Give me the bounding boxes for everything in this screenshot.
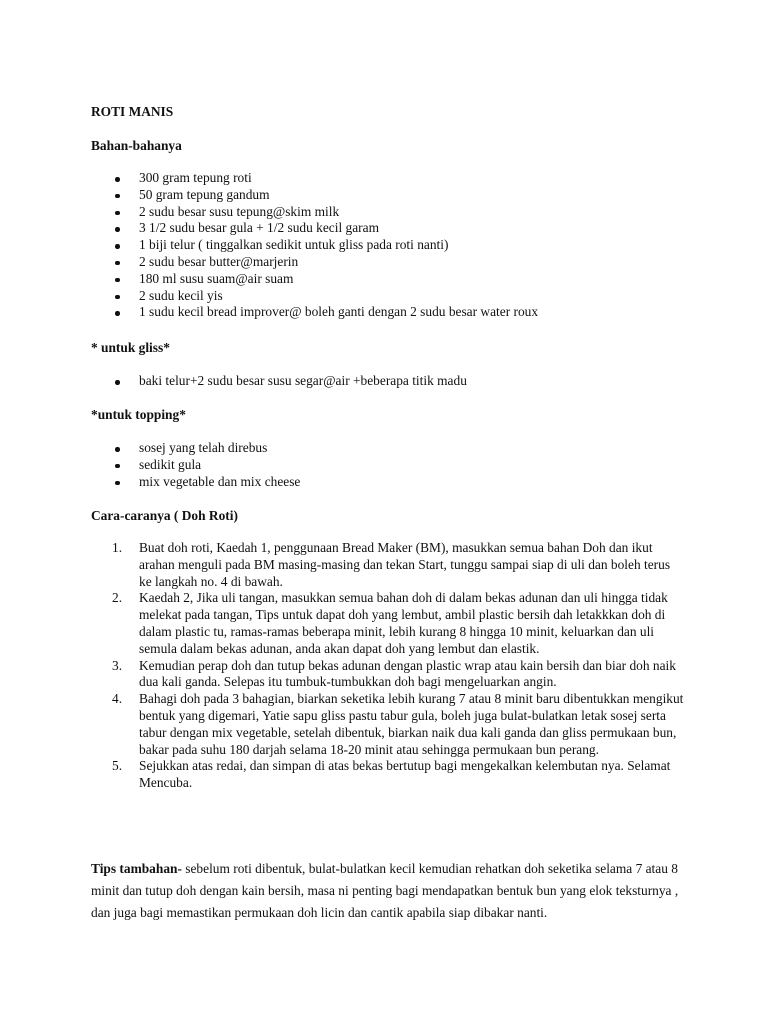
gliss-heading: * untuk gliss* bbox=[91, 340, 170, 355]
recipe-title: ROTI MANIS bbox=[91, 104, 174, 119]
bahan-heading: Bahan-bahanya bbox=[91, 138, 182, 153]
bullet-icon bbox=[115, 447, 120, 452]
bullet-icon bbox=[115, 177, 120, 182]
bullet-icon bbox=[115, 227, 120, 232]
topping-list bbox=[0, 440, 768, 490]
list-item: 3 1/2 sudu besar gula + 1/2 sudu kecil garam bbox=[0, 220, 768, 237]
bullet-icon bbox=[115, 244, 120, 249]
list-item: sedikit gula bbox=[0, 457, 768, 474]
list-item: sosej yang telah direbus bbox=[0, 440, 768, 457]
list-item: 3. Kemudian perap doh dan tutup bekas adunan dengan plastic wrap atau kain bersih dan biar doh naik dua kali ganda. Selepas itu tumbuk-tumbukkan doh bagi mengeluarkan angin. bbox=[112, 657, 676, 690]
list-item: 50 gram tepung gandum bbox=[0, 187, 768, 204]
list-item: mix vegetable dan mix cheese bbox=[0, 474, 768, 491]
bullet-icon bbox=[115, 211, 120, 216]
bullet-icon bbox=[115, 194, 120, 199]
bullet-icon bbox=[115, 481, 120, 486]
list-item: 2 sudu kecil yis bbox=[0, 288, 768, 305]
list-item: 1 biji telur ( tinggalkan sedikit untuk gliss pada roti nanti) bbox=[0, 237, 768, 254]
bullet-icon bbox=[115, 278, 120, 283]
list-item: 5. Sejukkan atas redai, dan simpan di atas bekas bertutup bagi mengekalkan kelembutan nya. Selamat Mencuba. bbox=[112, 758, 671, 791]
bullet-icon bbox=[115, 295, 120, 300]
list-item: baki telur+2 sudu besar susu segar@air +beberapa titik madu bbox=[0, 373, 768, 390]
list-item: 300 gram tepung roti bbox=[0, 170, 768, 187]
list-item: 1. Buat doh roti, Kaedah 1, penggunaan Bread Maker (BM), masukkan semua bahan Doh dan ikut arahan menguli pada BM masing-masing dan tekan Start, tunggu sampai siap di uli dan boleh terus ke langkah no. 4 di bawah. bbox=[112, 540, 671, 589]
bullet-icon bbox=[115, 261, 120, 266]
list-item: 2 sudu besar susu tepung@skim milk bbox=[0, 204, 768, 221]
bahan-list bbox=[0, 170, 768, 321]
topping-heading: *untuk topping* bbox=[91, 407, 186, 422]
cara-steps bbox=[0, 540, 768, 792]
bullet-icon bbox=[115, 311, 120, 316]
list-item: 4. Bahagi doh pada 3 bahagian, biarkan seketika lebih kurang 7 atau 8 minit baru dibentukkan mengikut bentuk yang digemari, Yatie sapu gliss pastu tabur gula, boleh juga bulat-bulatkan letak sosej serta tabur dengan mix vegetable, setelah dibentuk, biarkan naik dua kali ganda dan gliss permukaan bun, bakar pada suhu 180 darjah selama 18-20 minit atau sehingga permukaan bun perang. bbox=[112, 691, 684, 757]
list-item: 180 ml susu suam@air suam bbox=[0, 271, 768, 288]
cara-heading: Cara-caranya ( Doh Roti) bbox=[91, 508, 238, 523]
tips-paragraph bbox=[91, 858, 681, 924]
gliss-list bbox=[0, 373, 768, 390]
list-item: 2 sudu besar butter@marjerin bbox=[0, 254, 768, 271]
bullet-icon bbox=[115, 464, 120, 469]
tips-label: Tips tambahan- bbox=[91, 861, 182, 876]
list-item: 1 sudu kecil bread improver@ boleh ganti dengan 2 sudu besar water roux bbox=[0, 304, 768, 321]
bullet-icon bbox=[115, 380, 120, 385]
list-item: 2. Kaedah 2, Jika uli tangan, masukkan semua bahan doh di dalam bekas adunan dan uli hingga tidak melekat pada tangan, Tips untuk dapat doh yang lembut, ambil plastic bersih dah letakkkan doh di dalam plastic tu, ramas-ramas beberapa minit, lebih kurang 8 hingga 10 minit, keluarkan dan uli semula dalam bekas adunan, anda akan dapat doh yang lembut dan elastik. bbox=[112, 590, 668, 656]
tips-text: sebelum roti dibentuk, bulat-bulatkan kecil kemudian rehatkan doh seketika selama 7 atau 8 minit dan tutup doh dengan kain bersih, masa ni penting bagi mendapatkan bentuk bun yang elok teksturnya , dan juga bagi memastikan permukaan doh licin dan cantik apabila siap dibakar nanti. bbox=[91, 861, 679, 920]
